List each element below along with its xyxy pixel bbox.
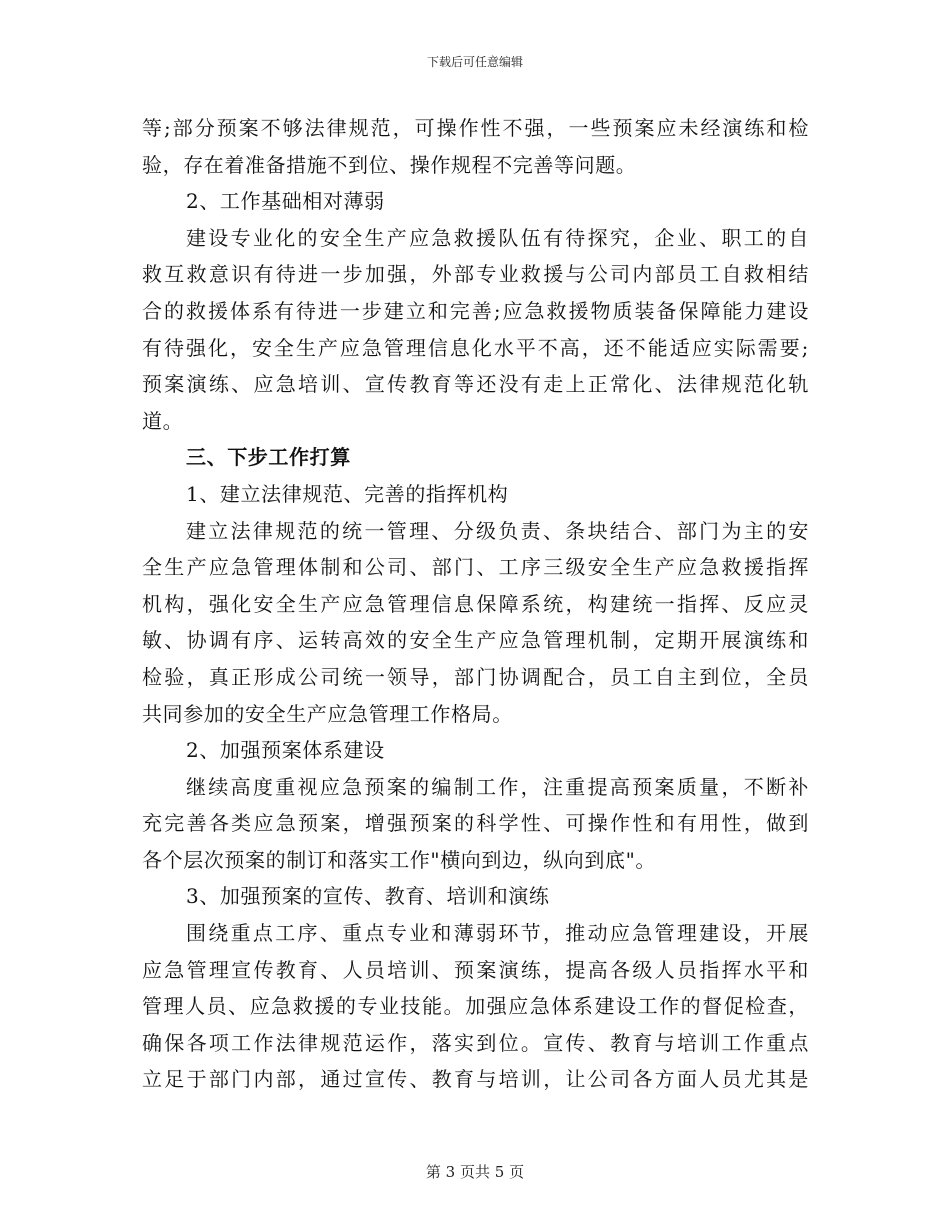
body-line: 道。 — [142, 408, 184, 433]
body-line: 立足于部门内部，通过宣传、教育与培训，让公司各方面人员尤其是 — [142, 1067, 809, 1092]
body-line: 共同参加的安全生产应急管理工作格局。 — [142, 701, 513, 726]
subheading: 1、建立法律规范、完善的指挥机构 — [186, 481, 509, 506]
body-line: 建立法律规范的统一管理、分级负责、条块结合、部门为主的安 — [186, 518, 809, 543]
body-line: 验，存在着准备措施不到位、操作规程不完善等问题。 — [142, 152, 637, 177]
subheading: 2、工作基础相对薄弱 — [186, 189, 385, 214]
body-line: 救互救意识有待进一步加强，外部专业救援与公司内部员工自救相结 — [142, 262, 809, 287]
document-body — [142, 110, 809, 1098]
body-line: 充完善各类应急预案，增强预案的科学性、可操作性和有用性，做到 — [142, 811, 809, 836]
body-line: 各个层次预案的制订和落实工作"横向到边，纵向到底"。 — [142, 847, 656, 872]
body-line: 机构，强化安全生产应急管理信息保障系统，构建统一指挥、反应灵 — [142, 591, 809, 616]
body-line: 全生产应急管理体制和公司、部门、工序三级安全生产应急救援指挥 — [142, 555, 809, 580]
body-line: 管理人员、应急救援的专业技能。加强应急体系建设工作的督促检查， — [142, 994, 809, 1019]
body-line: 确保各项工作法律规范运作，落实到位。宣传、教育与培训工作重点 — [142, 1030, 809, 1055]
body-line: 继续高度重视应急预案的编制工作，注重提高预案质量，不断补 — [186, 774, 809, 799]
body-line: 检验，真正形成公司统一领导，部门协调配合，员工自主到位，全员 — [142, 664, 809, 689]
body-line: 围绕重点工序、重点专业和薄弱环节，推动应急管理建设，开展 — [186, 921, 809, 946]
body-line: 应急管理宣传教育、人员培训、预案演练，提高各级人员指挥水平和 — [142, 957, 809, 982]
section-heading: 三、下步工作打算 — [186, 445, 351, 470]
body-line: 合的救援体系有待进一步建立和完善;应急救援物质装备保障能力建设 — [142, 298, 809, 323]
body-line: 预案演练、应急培训、宣传教育等还没有走上正常化、法律规范化轨 — [142, 372, 809, 397]
body-line: 建设专业化的安全生产应急救援队伍有待探究，企业、职工的自 — [186, 225, 809, 250]
body-line: 等;部分预案不够法律规范，可操作性不强，一些预案应未经演练和检 — [142, 116, 809, 140]
body-line: 敏、协调有序、运转高效的安全生产应急管理机制，定期开展演练和 — [142, 628, 809, 653]
subheading: 2、加强预案体系建设 — [186, 738, 385, 763]
body-line: 有待强化，安全生产应急管理信息化水平不高，还不能适应实际需要; — [142, 335, 809, 360]
page-footer: 第 3 页共 5 页 — [425, 1163, 525, 1181]
page-header: 下载后可任意编辑 — [426, 55, 523, 69]
subheading: 3、加强预案的宣传、教育、培训和演练 — [186, 884, 550, 909]
